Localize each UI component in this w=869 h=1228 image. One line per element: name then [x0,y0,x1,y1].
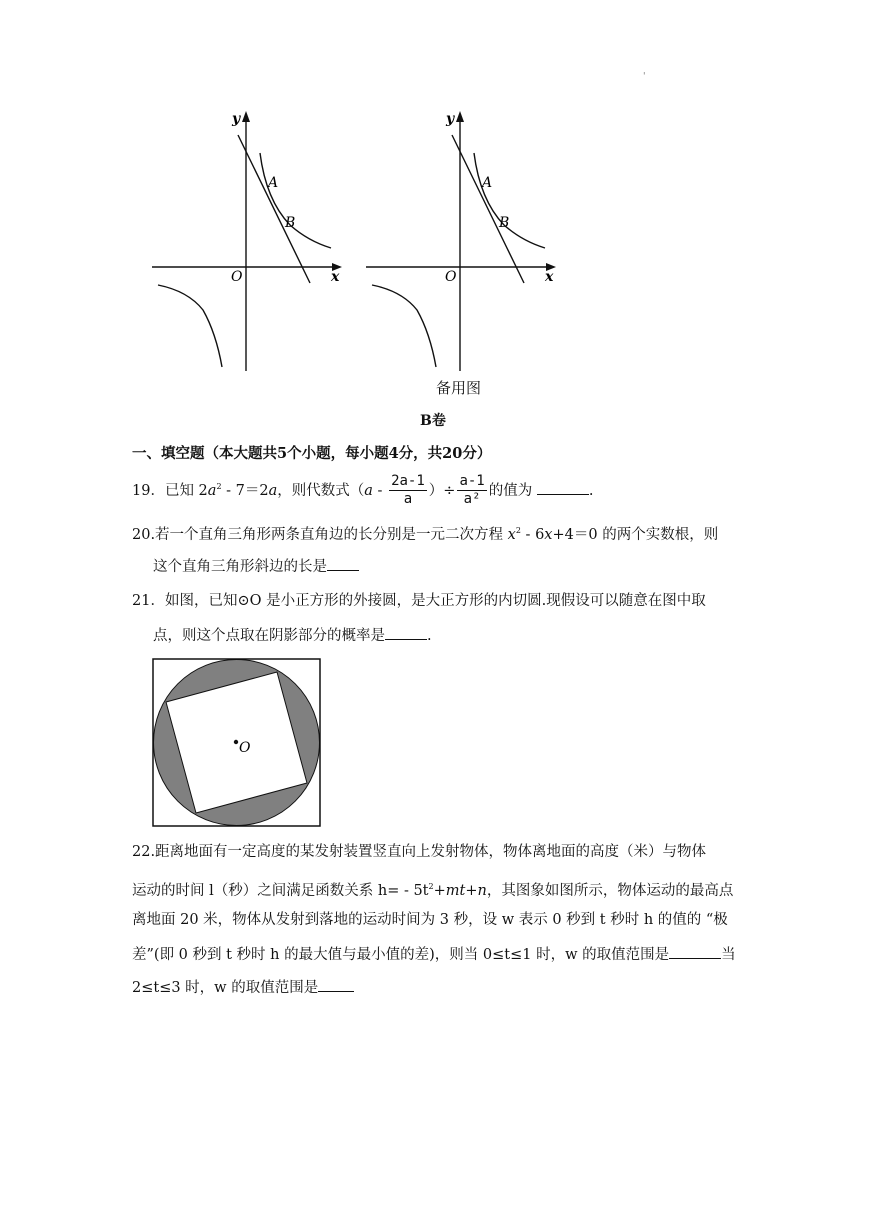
q20-exponent: 2 [515,526,521,535]
y-label: y [232,111,241,127]
q19-text-6: 的值为 [488,482,537,499]
point-b-label: B [285,215,296,231]
question-22-line-3: 离地面 20 米，物体从发射到落地的运动时间为 3 秒，设 w 表示 0 秒到 t 秒时 h 的值的 “极 [132,912,728,928]
q22-exponent: 2 [428,882,434,891]
question-20-line-2 [153,556,763,577]
answer-blank-20[interactable] [327,556,359,571]
fraction-numerator: a-1 [459,473,485,490]
q19-text-1: 19．已知 2 [132,482,208,499]
q19-text-5: ）÷ [428,482,456,499]
q19-text-3: ，则代数式（ [277,482,365,499]
line-ab [452,135,524,283]
answer-blank-22a[interactable] [669,944,721,959]
question-22-line-1: 22.距离地面有一定高度的某发射装置竖直向上发射物体，物体离地面的高度（米）与物体 [132,844,707,860]
q19-var-a: a [364,482,373,499]
section-heading: 一、填空题（本大题共5个小题，每小题4分，共20分） [132,445,492,462]
origin-label: O [445,269,457,285]
circle-square-figure [152,658,322,828]
point-b-label: B [499,215,510,231]
question-21-line-2 [153,625,763,646]
graph-right [362,105,562,375]
q22-text-6: 当 [721,947,736,963]
q22-text-5: 差”(即 0 秒到 t 秒时 h 的最大值与最小值的差)，则当 0≤t≤1 时，w 的取值范围是 [132,947,670,963]
question-22-line-5 [132,977,742,998]
question-22-line-4 [132,944,742,965]
hyperbola-branch-2 [372,285,436,367]
q20-var-x: x [507,526,516,543]
q22-text-7: 2≤t≤3 时，w 的取值范围是 [132,980,319,996]
y-axis-arrow [456,111,464,122]
q20-var-x: x [544,526,553,543]
x-label: x [545,269,554,285]
answer-blank-22b[interactable] [318,977,354,992]
hyperbola-branch-1 [260,153,331,248]
graph-caption: 备用图 [436,379,482,397]
q19-fraction-2 [457,473,486,508]
question-22-line-2 [132,877,742,901]
line-ab [238,135,310,283]
point-a-label: A [482,175,493,191]
q19-var-a: a [207,482,217,499]
x-label: x [331,269,340,285]
q21-text: 点，则这个点取在阴影部分的概率是 [153,628,385,644]
hyperbola-branch-1 [474,153,545,248]
q22-text-3: + [465,882,478,899]
graph-left [148,105,348,375]
q22-text-2: + [433,882,446,899]
q20-text-4: 这个直角三角形斜边的长是 [153,559,327,575]
q20-text-3: +4＝0 的两个实数根，则 [552,526,719,543]
q20-text-1: 20.若一个直角三角形两条直角边的长分别是一元二次方程 [132,526,508,543]
q22-text-4: ，其图象如图所示，物体运动的最高点 [486,882,734,899]
q19-text-2: - 7＝2 [221,482,269,499]
volume-title: B卷 [420,413,446,429]
q19-end: . [588,482,594,499]
answer-blank-19[interactable] [537,480,589,495]
center-label: O [239,740,251,756]
q19-text-4: - [372,482,388,499]
answer-blank-21[interactable] [385,625,427,640]
q19-fraction-1 [389,473,427,508]
q22-var-mt: mt [445,882,466,899]
q19-exponent: 2 [216,482,222,491]
point-a-label: A [268,175,279,191]
fraction-numerator: 2a-1 [391,473,425,490]
q22-text-1: 运动的时间 l（秒）之间满足函数关系 h= - 5t [132,882,429,899]
y-axis-arrow [242,111,250,122]
q19-var-a: a [268,482,278,499]
question-20-line-1 [132,521,742,545]
q20-text-2: - 6 [520,526,545,543]
corner-mark: ' [643,72,646,82]
center-point [234,740,238,744]
question-21-line-1: 21．如图，已知⊙O 是小正方形的外接圆，是大正方形的内切圆.现假设可以随意在图中取 [132,593,706,609]
q22-var-n: n [477,882,487,899]
question-19 [132,470,742,508]
y-label: y [446,111,455,127]
hyperbola-branch-2 [158,285,222,367]
fraction-denominator: a² [463,491,481,508]
origin-label: O [231,269,243,285]
fraction-denominator: a [403,491,413,508]
q21-end: . [427,628,432,644]
